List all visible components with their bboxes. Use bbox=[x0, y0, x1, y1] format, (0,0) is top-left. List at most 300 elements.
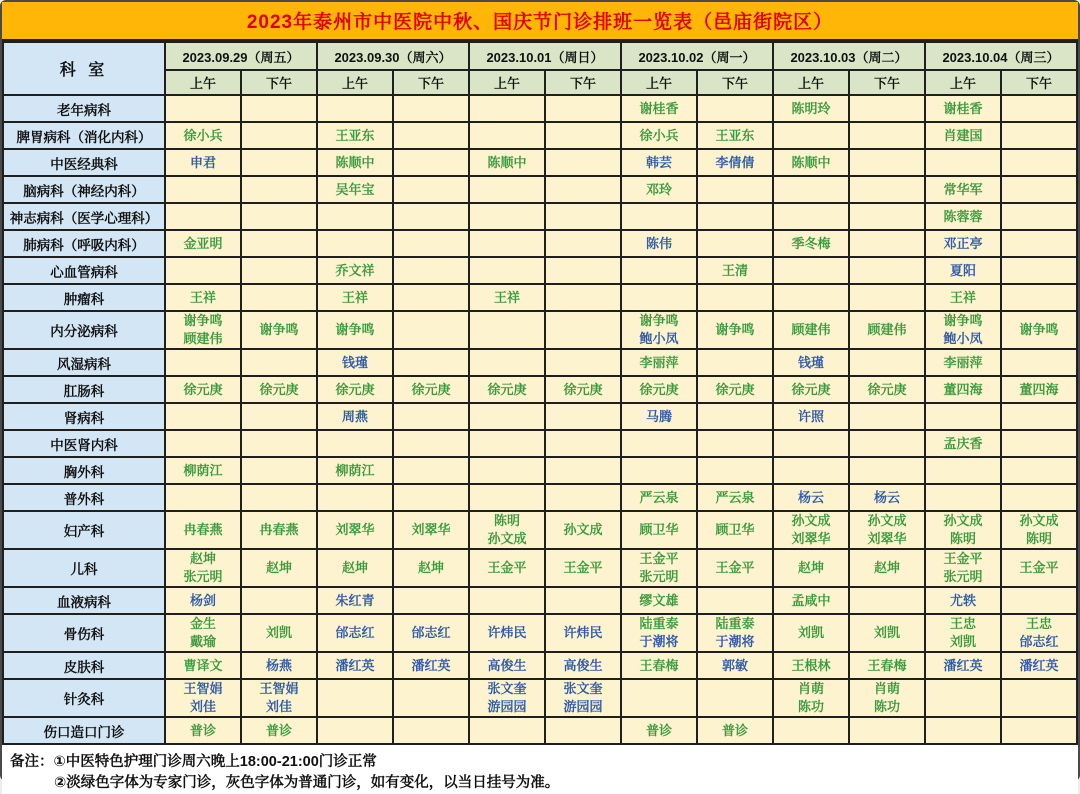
doctor-name: 游园园 bbox=[563, 699, 603, 714]
schedule-cell bbox=[849, 549, 925, 587]
schedule-cell bbox=[849, 652, 925, 679]
schedule-cell bbox=[1001, 511, 1077, 549]
doctor-name: 谢争鸣 bbox=[639, 313, 679, 328]
schedule-cell bbox=[165, 176, 241, 203]
schedule-cell bbox=[925, 230, 1001, 257]
schedule-row bbox=[3, 349, 1077, 376]
schedule-cell bbox=[1001, 311, 1077, 349]
schedule-cell bbox=[393, 257, 469, 284]
schedule-cell bbox=[241, 149, 317, 176]
doctor-name: 徐小兵 bbox=[639, 127, 679, 143]
schedule-cell bbox=[773, 717, 849, 744]
schedule-cell bbox=[393, 457, 469, 484]
schedule-cell bbox=[621, 122, 697, 149]
doctor-name: 孙文成 bbox=[487, 531, 527, 546]
doctor-name: 陈顺中 bbox=[487, 154, 527, 170]
schedule-cell bbox=[621, 679, 697, 717]
schedule-cell bbox=[469, 430, 545, 457]
doctor-name: 王智娟 bbox=[183, 681, 223, 696]
doctor-name: 顾建伟 bbox=[183, 331, 223, 346]
schedule-cell bbox=[545, 403, 621, 430]
schedule-cell bbox=[697, 430, 773, 457]
schedule-cell bbox=[697, 230, 773, 257]
doctor-name: 王清 bbox=[721, 262, 748, 278]
doctor-name: 刘凯 bbox=[873, 625, 900, 640]
schedule-cell bbox=[925, 284, 1001, 311]
doctor-name: 徐元庚 bbox=[183, 381, 223, 397]
ampm-header: 上午 bbox=[925, 70, 1001, 95]
doctor-name: 徐元庚 bbox=[715, 381, 755, 397]
schedule-cell bbox=[165, 257, 241, 284]
dept-name: 心血管病科 bbox=[3, 257, 165, 284]
ampm-header: 下午 bbox=[545, 70, 621, 95]
doctor-name: 谢桂香 bbox=[943, 100, 983, 116]
schedule-cell bbox=[1001, 149, 1077, 176]
schedule-cell bbox=[393, 122, 469, 149]
schedule-cell bbox=[241, 176, 317, 203]
doctor-name: 张元明 bbox=[183, 569, 223, 584]
schedule-cell bbox=[621, 311, 697, 349]
ampm-header: 上午 bbox=[773, 70, 849, 95]
schedule-cell bbox=[1001, 430, 1077, 457]
doctor-name: 郭敏 bbox=[721, 657, 748, 673]
schedule-cell bbox=[773, 376, 849, 403]
schedule-cell bbox=[621, 284, 697, 311]
schedule-cell bbox=[545, 349, 621, 376]
schedule-cell bbox=[773, 311, 849, 349]
note-prefix: 备注： bbox=[10, 754, 54, 770]
schedule-cell bbox=[925, 484, 1001, 511]
doctor-name: 刘翠华 bbox=[335, 522, 375, 537]
schedule-cell bbox=[469, 376, 545, 403]
schedule-cell bbox=[317, 176, 393, 203]
doctor-name: 王亚东 bbox=[335, 127, 375, 143]
doctor-name: 谢争鸣 bbox=[943, 313, 983, 328]
schedule-cell bbox=[545, 679, 621, 717]
doctor-name: 赵坤 bbox=[265, 560, 292, 575]
doctor-name: 董四海 bbox=[1019, 381, 1059, 397]
schedule-cell bbox=[697, 717, 773, 744]
schedule-cell bbox=[241, 652, 317, 679]
schedule-cell bbox=[1001, 349, 1077, 376]
schedule-cell bbox=[165, 457, 241, 484]
schedule-cell bbox=[317, 149, 393, 176]
schedule-cell bbox=[773, 614, 849, 652]
schedule-cell bbox=[621, 349, 697, 376]
doctor-name: 杨云 bbox=[873, 489, 900, 505]
dept-name: 老年病科 bbox=[3, 95, 165, 122]
schedule-cell bbox=[621, 376, 697, 403]
dept-name: 神志病科（医学心理科） bbox=[3, 203, 165, 230]
doctor-name: 邰志红 bbox=[411, 625, 451, 640]
schedule-cell bbox=[317, 376, 393, 403]
schedule-cell bbox=[469, 203, 545, 230]
schedule-cell bbox=[165, 349, 241, 376]
schedule-cell bbox=[241, 549, 317, 587]
schedule-cell bbox=[469, 457, 545, 484]
schedule-cell bbox=[393, 614, 469, 652]
ampm-header: 下午 bbox=[393, 70, 469, 95]
schedule-cell bbox=[925, 149, 1001, 176]
doctor-name: 钱瑾 bbox=[797, 354, 824, 370]
doctor-name: 曹译文 bbox=[183, 657, 223, 673]
schedule-cell bbox=[165, 679, 241, 717]
schedule-cell bbox=[1001, 614, 1077, 652]
doctor-name: 乔文祥 bbox=[335, 262, 375, 278]
schedule-cell bbox=[1001, 203, 1077, 230]
doctor-name: 刘凯 bbox=[265, 625, 292, 640]
doctor-name: 杨燕 bbox=[265, 657, 292, 673]
schedule-cell bbox=[925, 376, 1001, 403]
schedule-cell bbox=[393, 230, 469, 257]
schedule-cell bbox=[165, 484, 241, 511]
doctor-name: 王忠 bbox=[1025, 616, 1052, 631]
doctor-name: 柳荫江 bbox=[183, 462, 223, 478]
dept-name: 针灸科 bbox=[3, 679, 165, 717]
doctor-name: 王春梅 bbox=[867, 657, 907, 673]
schedule-cell bbox=[1001, 176, 1077, 203]
schedule-cell bbox=[697, 549, 773, 587]
dept-name: 普外科 bbox=[3, 484, 165, 511]
schedule-cell bbox=[925, 511, 1001, 549]
schedule-cell bbox=[469, 679, 545, 717]
schedule-cell bbox=[317, 549, 393, 587]
schedule-row bbox=[3, 430, 1077, 457]
schedule-cell bbox=[469, 717, 545, 744]
schedule-cell bbox=[545, 549, 621, 587]
schedule-row bbox=[3, 149, 1077, 176]
ampm-header: 上午 bbox=[165, 70, 241, 95]
schedule-cell bbox=[241, 679, 317, 717]
doctor-name: 游园园 bbox=[487, 699, 527, 714]
schedule-cell bbox=[849, 376, 925, 403]
doctor-name: 陈顺中 bbox=[335, 154, 375, 170]
schedule-cell bbox=[545, 511, 621, 549]
date-header: 2023.10.03（周二） bbox=[773, 42, 925, 70]
schedule-cell bbox=[697, 511, 773, 549]
date-header: 2023.09.30（周六） bbox=[317, 42, 469, 70]
doctor-name: 谢桂香 bbox=[639, 100, 679, 116]
schedule-cell bbox=[697, 403, 773, 430]
doctor-name: 陈明玲 bbox=[791, 100, 831, 116]
doctor-name: 谢争鸣 bbox=[183, 313, 223, 328]
doctor-name: 陈伟 bbox=[645, 235, 672, 251]
doctor-name: 申君 bbox=[189, 154, 216, 170]
schedule-cell bbox=[469, 230, 545, 257]
schedule-cell bbox=[469, 484, 545, 511]
schedule-cell bbox=[241, 284, 317, 311]
doctor-name: 马腾 bbox=[645, 408, 672, 424]
doctor-name: 王祥 bbox=[189, 289, 216, 305]
schedule-cell bbox=[317, 614, 393, 652]
schedule-cell bbox=[849, 717, 925, 744]
schedule-row bbox=[3, 587, 1077, 614]
doctor-name: 陈蓉蓉 bbox=[943, 208, 983, 224]
schedule-cell bbox=[545, 257, 621, 284]
date-header: 2023.10.04（周三） bbox=[925, 42, 1077, 70]
schedule-cell bbox=[849, 149, 925, 176]
dept-name: 妇产科 bbox=[3, 511, 165, 549]
schedule-cell bbox=[621, 257, 697, 284]
dept-name: 内分泌病科 bbox=[3, 311, 165, 349]
doctor-name: 李丽萍 bbox=[639, 354, 679, 370]
doctor-name: 张元明 bbox=[943, 569, 983, 584]
dept-name: 骨伤科 bbox=[3, 614, 165, 652]
doctor-name: 普诊 bbox=[645, 722, 672, 738]
schedule-cell bbox=[621, 176, 697, 203]
schedule-cell bbox=[697, 587, 773, 614]
doctor-name: 赵坤 bbox=[341, 560, 368, 575]
schedule-row bbox=[3, 614, 1077, 652]
doctor-name: 顾建伟 bbox=[867, 322, 907, 337]
schedule-cell bbox=[469, 549, 545, 587]
schedule-cell bbox=[1001, 376, 1077, 403]
doctor-name: 孙文成 bbox=[791, 513, 831, 528]
schedule-cell bbox=[393, 717, 469, 744]
doctor-name: 顾建伟 bbox=[791, 322, 831, 337]
schedule-cell bbox=[241, 403, 317, 430]
schedule-cell bbox=[849, 122, 925, 149]
schedule-row bbox=[3, 679, 1077, 717]
schedule-cell bbox=[621, 95, 697, 122]
schedule-cell bbox=[545, 457, 621, 484]
doctor-name: 刘翠华 bbox=[867, 531, 907, 546]
doctor-name: 王金平 bbox=[943, 551, 983, 566]
schedule-cell bbox=[469, 652, 545, 679]
schedule-cell bbox=[317, 587, 393, 614]
schedule-cell bbox=[165, 284, 241, 311]
doctor-name: 金亚明 bbox=[183, 235, 223, 251]
schedule-cell bbox=[849, 230, 925, 257]
schedule-row bbox=[3, 257, 1077, 284]
schedule-cell bbox=[849, 679, 925, 717]
schedule-cell bbox=[317, 484, 393, 511]
schedule-cell bbox=[925, 457, 1001, 484]
schedule-cell bbox=[241, 430, 317, 457]
doctor-name: 王祥 bbox=[493, 289, 520, 305]
schedule-cell bbox=[925, 257, 1001, 284]
ampm-header: 下午 bbox=[697, 70, 773, 95]
schedule-cell bbox=[773, 549, 849, 587]
dept-name: 胸外科 bbox=[3, 457, 165, 484]
schedule-cell bbox=[1001, 403, 1077, 430]
schedule-cell bbox=[545, 614, 621, 652]
schedule-cell bbox=[1001, 257, 1077, 284]
dept-name: 中医经典科 bbox=[3, 149, 165, 176]
schedule-row bbox=[3, 176, 1077, 203]
doctor-name: 柳荫江 bbox=[335, 462, 375, 478]
note-line-2 bbox=[10, 773, 1070, 794]
doctor-name: 肖萌 bbox=[797, 681, 824, 696]
schedule-cell bbox=[241, 95, 317, 122]
schedule-cell bbox=[545, 149, 621, 176]
schedule-cell bbox=[469, 257, 545, 284]
schedule-cell bbox=[469, 311, 545, 349]
doctor-name: 高俊生 bbox=[563, 657, 603, 673]
schedule-cell bbox=[773, 230, 849, 257]
doctor-name: 陈明 bbox=[493, 513, 520, 528]
schedule-cell bbox=[697, 457, 773, 484]
schedule-cell bbox=[469, 511, 545, 549]
doctor-name: 潘红英 bbox=[943, 657, 983, 673]
schedule-cell bbox=[621, 403, 697, 430]
dept-name: 风湿病科 bbox=[3, 349, 165, 376]
schedule-cell bbox=[545, 203, 621, 230]
schedule-cell bbox=[545, 430, 621, 457]
schedule-cell bbox=[317, 257, 393, 284]
schedule-cell bbox=[241, 203, 317, 230]
doctor-name: 周燕 bbox=[341, 408, 368, 424]
schedule-cell bbox=[697, 484, 773, 511]
doctor-name: 朱红青 bbox=[335, 592, 375, 608]
schedule-cell bbox=[773, 484, 849, 511]
schedule-cell bbox=[925, 679, 1001, 717]
schedule-cell bbox=[545, 230, 621, 257]
schedule-cell bbox=[317, 122, 393, 149]
schedule-cell bbox=[621, 614, 697, 652]
schedule-cell bbox=[849, 484, 925, 511]
notes-section bbox=[2, 745, 1078, 794]
schedule-cell bbox=[469, 122, 545, 149]
schedule-cell bbox=[545, 95, 621, 122]
doctor-name: 刘佳 bbox=[265, 699, 292, 714]
schedule-cell bbox=[849, 457, 925, 484]
doctor-name: 肖萌 bbox=[873, 681, 900, 696]
schedule-cell bbox=[621, 511, 697, 549]
doctor-name: 孟庆香 bbox=[943, 435, 983, 451]
schedule-cell bbox=[241, 376, 317, 403]
doctor-name: 张元明 bbox=[639, 569, 679, 584]
dept-name: 皮肤科 bbox=[3, 652, 165, 679]
doctor-name: 钱瑾 bbox=[341, 354, 368, 370]
doctor-name: 李倩倩 bbox=[715, 154, 755, 170]
schedule-cell bbox=[165, 717, 241, 744]
schedule-cell bbox=[545, 484, 621, 511]
doctor-name: 顾卫华 bbox=[639, 522, 679, 537]
doctor-name: 鲍小凤 bbox=[639, 331, 679, 346]
doctor-name: 徐元庚 bbox=[791, 381, 831, 397]
schedule-cell bbox=[1001, 95, 1077, 122]
doctor-name: 普诊 bbox=[265, 722, 292, 738]
doctor-name: 王亚东 bbox=[715, 127, 755, 143]
note-text-2: ②淡绿色字体为专家门诊，灰色字体为普通门诊，如有变化，以当日挂号为准。 bbox=[54, 775, 560, 791]
schedule-cell bbox=[317, 95, 393, 122]
doctor-name: 谢争鸣 bbox=[715, 322, 755, 337]
schedule-cell bbox=[773, 652, 849, 679]
schedule-cell bbox=[165, 430, 241, 457]
doctor-name: 董四海 bbox=[943, 381, 983, 397]
doctor-name: 邓玲 bbox=[645, 181, 672, 197]
schedule-cell bbox=[165, 549, 241, 587]
doctor-name: 冉春燕 bbox=[259, 522, 299, 537]
schedule-cell bbox=[469, 403, 545, 430]
doctor-name: 潘红英 bbox=[411, 657, 451, 673]
schedule-cell bbox=[317, 311, 393, 349]
doctor-name: 邰志红 bbox=[1019, 634, 1059, 649]
doctor-name: 王金平 bbox=[1019, 560, 1059, 575]
doctor-name: 顾卫华 bbox=[715, 522, 755, 537]
doctor-name: 王祥 bbox=[949, 289, 976, 305]
doctor-name: 王根林 bbox=[791, 657, 831, 673]
schedule-cell bbox=[621, 652, 697, 679]
schedule-cell bbox=[849, 403, 925, 430]
doctor-name: 陈明 bbox=[949, 531, 976, 546]
doctor-name: 赵坤 bbox=[873, 560, 900, 575]
schedule-cell bbox=[773, 257, 849, 284]
doctor-name: 孙文成 bbox=[867, 513, 907, 528]
schedule-table bbox=[2, 41, 1078, 745]
schedule-cell bbox=[393, 403, 469, 430]
schedule-cell bbox=[165, 95, 241, 122]
schedule-cell bbox=[773, 430, 849, 457]
doctor-name: 刘佳 bbox=[189, 699, 216, 714]
schedule-cell bbox=[621, 587, 697, 614]
schedule-cell bbox=[697, 149, 773, 176]
schedule-cell bbox=[545, 717, 621, 744]
schedule-cell bbox=[393, 587, 469, 614]
schedule-cell bbox=[241, 349, 317, 376]
schedule-cell bbox=[697, 376, 773, 403]
doctor-name: 冉春燕 bbox=[183, 522, 223, 537]
schedule-cell bbox=[621, 149, 697, 176]
schedule-cell bbox=[393, 149, 469, 176]
note-line-1 bbox=[10, 752, 1070, 773]
schedule-cell bbox=[925, 587, 1001, 614]
schedule-cell bbox=[1001, 717, 1077, 744]
schedule-cell bbox=[241, 457, 317, 484]
schedule-cell bbox=[697, 257, 773, 284]
schedule-cell bbox=[165, 149, 241, 176]
schedule-cell bbox=[317, 203, 393, 230]
doctor-name: 常华军 bbox=[943, 181, 983, 197]
doctor-name: 陈功 bbox=[797, 699, 824, 714]
doctor-name: 王金平 bbox=[563, 560, 603, 575]
doctor-name: 许炜民 bbox=[487, 625, 527, 640]
schedule-cell bbox=[925, 652, 1001, 679]
doctor-name: 徐元庚 bbox=[639, 381, 679, 397]
doctor-name: 徐元庚 bbox=[411, 381, 451, 397]
schedule-cell bbox=[621, 430, 697, 457]
schedule-row bbox=[3, 122, 1077, 149]
doctor-name: 季冬梅 bbox=[791, 235, 831, 251]
schedule-cell bbox=[1001, 652, 1077, 679]
schedule-row bbox=[3, 484, 1077, 511]
dept-column-header: 科 室 bbox=[3, 42, 165, 95]
page-title: 2023年泰州市中医院中秋、国庆节门诊排班一览表（邑庙街院区） bbox=[2, 2, 1078, 41]
doctor-name: 陆重泰 bbox=[715, 616, 755, 631]
schedule-cell bbox=[773, 176, 849, 203]
schedule-cell bbox=[469, 284, 545, 311]
doctor-name: 徐元庚 bbox=[259, 381, 299, 397]
schedule-cell bbox=[925, 403, 1001, 430]
schedule-cell bbox=[165, 122, 241, 149]
schedule-cell bbox=[545, 284, 621, 311]
dept-name: 脑病科（神经内科） bbox=[3, 176, 165, 203]
schedule-row bbox=[3, 376, 1077, 403]
schedule-cell bbox=[773, 349, 849, 376]
schedule-cell bbox=[165, 403, 241, 430]
dept-name: 脾胃病科（消化内科） bbox=[3, 122, 165, 149]
doctor-name: 邓正亭 bbox=[943, 235, 983, 251]
schedule-cell bbox=[241, 230, 317, 257]
schedule-cell bbox=[773, 679, 849, 717]
doctor-name: 潘红英 bbox=[1019, 657, 1059, 673]
schedule-cell bbox=[621, 457, 697, 484]
schedule-cell bbox=[925, 614, 1001, 652]
schedule-row bbox=[3, 717, 1077, 744]
schedule-row bbox=[3, 549, 1077, 587]
schedule-cell bbox=[849, 587, 925, 614]
